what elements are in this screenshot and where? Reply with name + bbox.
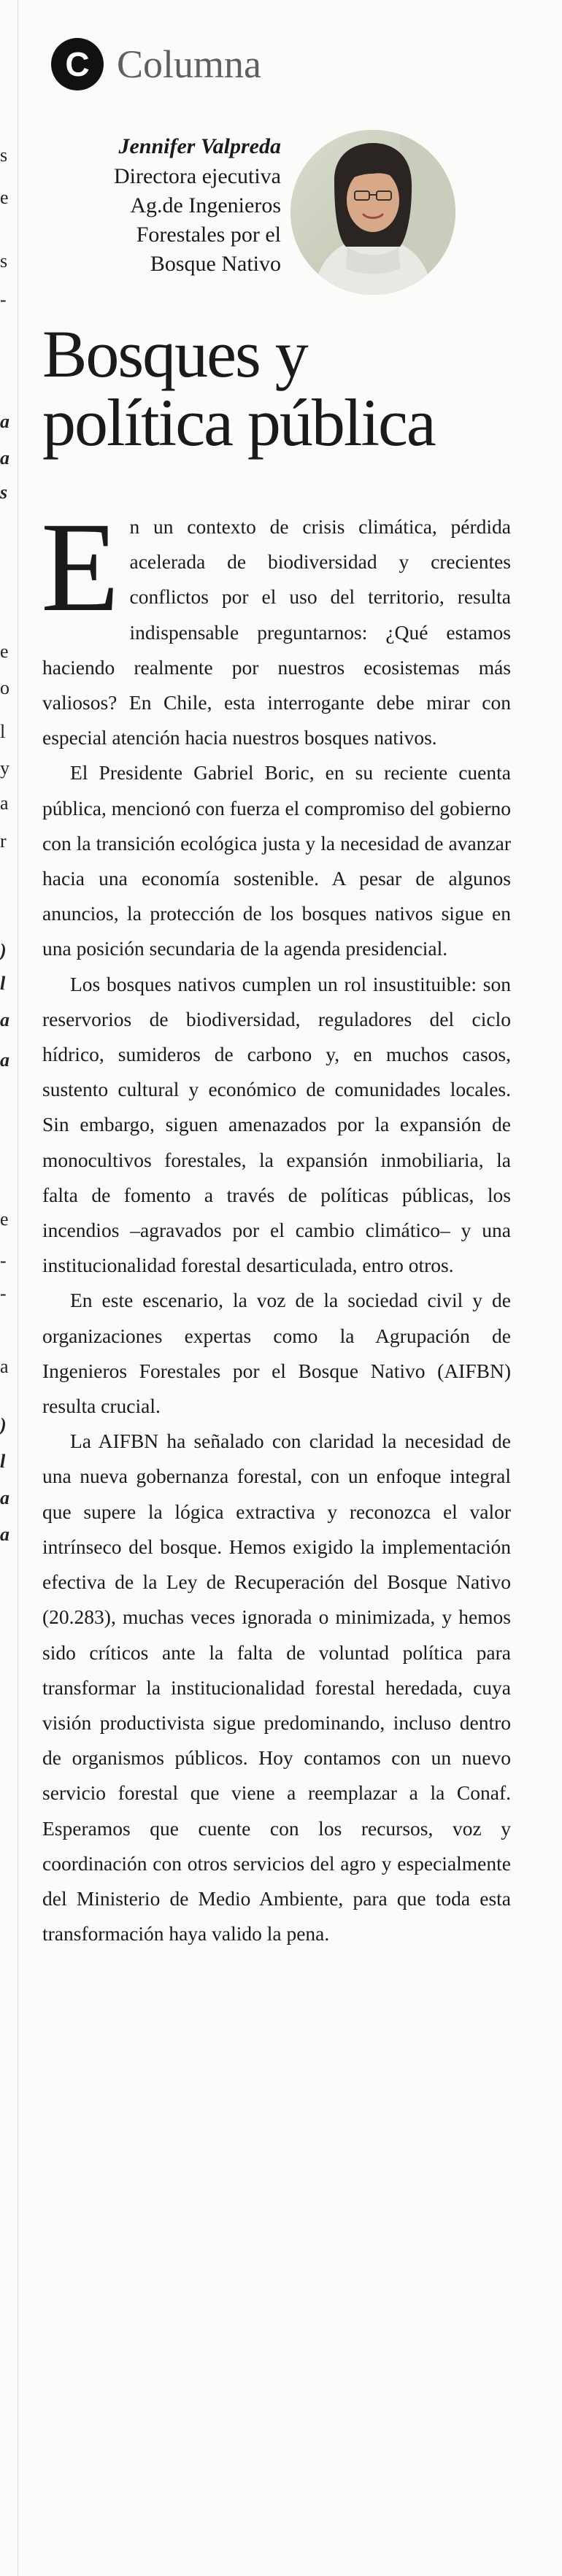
paragraph-text: n un contexto de crisis climática, pérdida acelerada de biodiversidad y crecientes conflictos por el uso del territorio, resulta indispensable preguntarnos: ¿Qué estamos haciendo realmente por nuestros ecosistemas más valiosos? En Chile, esta interrogante debe mirar con especial atención hacia nuestros bosques nativos. xyxy=(42,515,511,749)
gutter-fragment: e xyxy=(0,1208,9,1230)
gutter-fragment: a xyxy=(0,1356,9,1377)
paragraph-5: La AIFBN ha señalado con claridad la necesidad de una nueva gobernanza forestal, con un enfoque integral que supere la lógica extractiva y reconozca el valor intrínseco del bosque. Hemos exigido la implementación efectiva de la Ley de Recuperación del Bosque Nativo (20.283), muchas veces ignorada o minimizada, y hemos sido críticos ante la falta de voluntad política para transformar la institucionalidad forestal heredada, cuya visión productivista sigue predominando, incluso dentro de organismos públicos. Hoy contamos con un nuevo servicio forestal que viene a reemplazar a la Conaf. Esperamos que cuente con los recursos, voz y coordinación con otros servicios del agro y especialmente del Ministerio de Medio Ambiente, para que toda esta transformación haya valido la pena. xyxy=(42,1430,511,1946)
article-body xyxy=(41,496,511,1951)
adjacent-column-fragments xyxy=(0,0,16,2576)
gutter-fragment: l xyxy=(0,973,6,994)
gutter-fragment: a xyxy=(0,1487,9,1508)
gutter-fragment: a xyxy=(0,793,9,814)
gutter-fragment: - xyxy=(0,289,7,310)
gutter-fragment: a xyxy=(0,1049,9,1071)
gutter-fragment: ) xyxy=(0,1414,7,1435)
paragraph-1 xyxy=(41,496,511,755)
gutter-fragment: a xyxy=(0,1524,9,1545)
gutter-fragment: a xyxy=(0,411,9,432)
paragraph-3: Los bosques nativos cumplen un rol insustituible: son reservorios de biodiversidad, reguladores del ciclo hídrico, sumideros de carbono y, en muchos casos, sustento cultural y económico de comunidades locales. Sin embargo, siguen amenazados por la expansión de monocultivos forestales, la expansión inmobiliaria, la falta de fomento a través de políticas públicas, los incendios –agravados por el cambio climático– y una institucionalidad forestal desarticulada, entro otros. xyxy=(42,972,511,1277)
column-header xyxy=(51,34,261,95)
article-headline xyxy=(42,317,524,460)
gutter-fragment: l xyxy=(0,721,6,742)
gutter-fragment: s xyxy=(0,144,8,166)
drop-cap: E xyxy=(41,496,120,639)
author-role-line: Forestales por el xyxy=(136,223,281,247)
gutter-fragment: - xyxy=(0,1283,7,1304)
paragraph-4: En este escenario, la voz de la sociedad civil y de organizaciones expertas como la Agrupación de Ingenieros Forestales por el Bosque Nativo (AIFBN) resulta crucial. xyxy=(42,1289,511,1418)
author-portrait-icon xyxy=(290,130,455,295)
gutter-fragment: y xyxy=(0,757,9,779)
author-role-line: Bosque Nativo xyxy=(150,252,281,276)
gutter-fragment: l xyxy=(0,1451,6,1472)
author-name: Jennifer Valpreda xyxy=(118,134,281,158)
gutter-fragment: s xyxy=(0,250,8,271)
author-role-line: Ag.de Ingenieros xyxy=(130,193,281,217)
gutter-fragment: e xyxy=(0,641,9,662)
gutter-fragment: r xyxy=(0,830,7,852)
author-role-line: Directora ejecutiva xyxy=(113,164,281,188)
section-label: Columna xyxy=(117,42,261,86)
headline-line: política pública xyxy=(42,385,435,460)
headline-line: Bosques y xyxy=(42,317,307,391)
paragraph-2: El Presidente Gabriel Boric, en su reciente cuenta pública, mencionó con fuerza el compromiso del gobierno con la transición ecológica justa y la necesidad de avanzar hacia una economía sostenible. A pesar de algunos anuncios, la protección de los bosques nativos sigue en una posición secundaria de la agenda presidencial. xyxy=(42,761,511,960)
gutter-fragment: o xyxy=(0,677,9,698)
author-byline xyxy=(73,131,281,279)
gutter-fragment: ) xyxy=(0,940,7,961)
gutter-fragment: s xyxy=(0,482,8,503)
gutter-fragment: e xyxy=(0,187,9,208)
author-photo xyxy=(290,130,455,295)
gutter-fragment: a xyxy=(0,1009,9,1030)
gutter-fragment: - xyxy=(0,1250,7,1271)
gutter-fragment: a xyxy=(0,447,9,468)
column-badge-icon: C xyxy=(51,38,104,90)
